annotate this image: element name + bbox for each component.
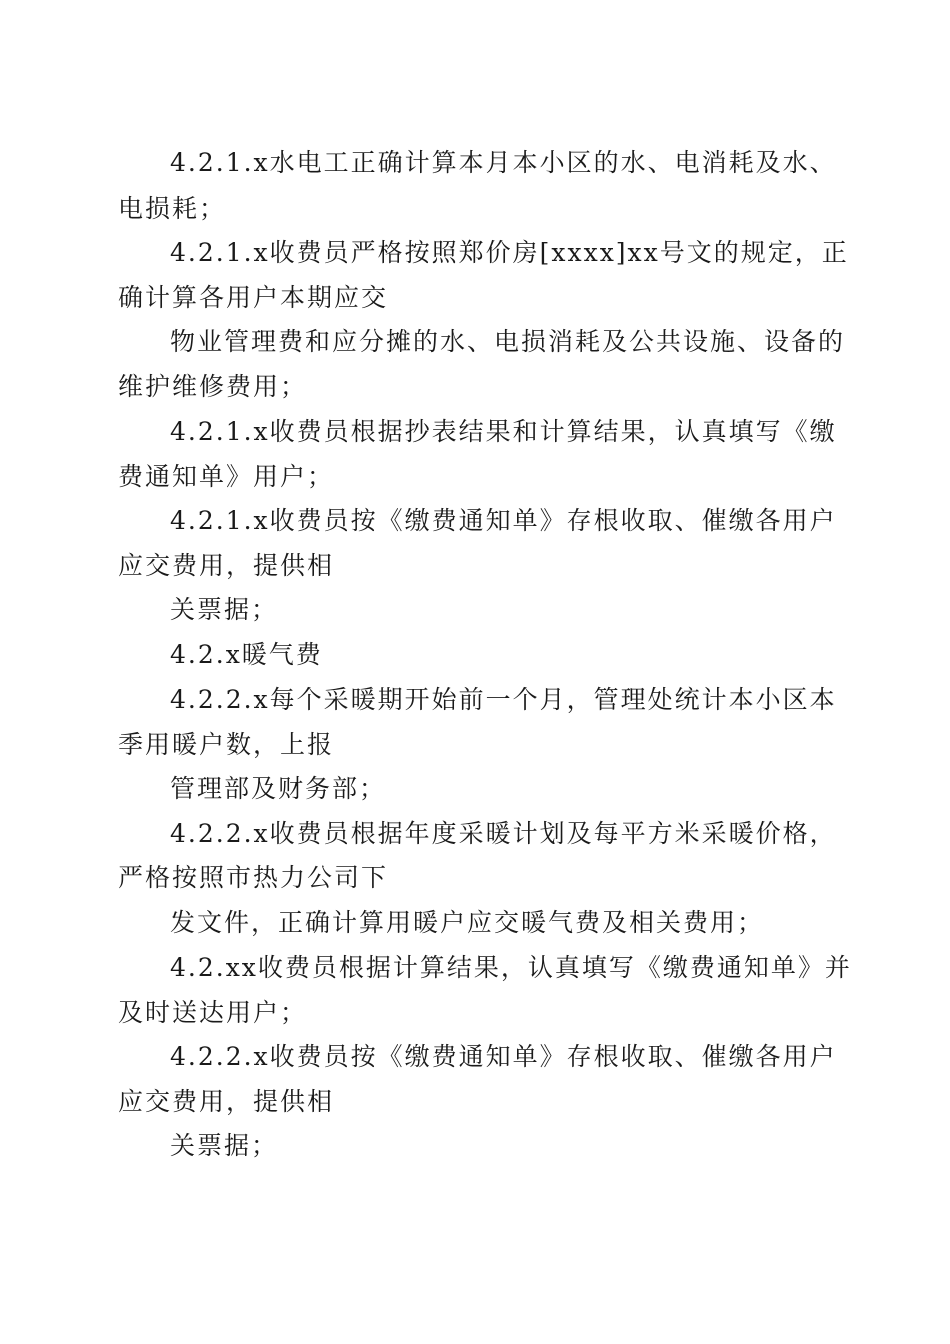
section-heading: 4.2.x暖气费 <box>170 640 323 669</box>
text-line: 及时送达用户； <box>118 998 308 1027</box>
text-line: 季用暖户数，上报 <box>118 730 335 759</box>
text-line: 关票据； <box>170 595 279 624</box>
text-line: 关票据； <box>170 1131 279 1160</box>
text-line: 维护维修费用； <box>118 372 308 401</box>
text-line: 4.2.2.x每个采暖期开始前一个月，管理处统计本小区本 <box>170 685 837 714</box>
text-line: 电损耗； <box>118 194 227 223</box>
text-line: 费通知单》用户； <box>118 462 335 491</box>
text-line: 确计算各用户本期应交 <box>118 283 389 312</box>
text-line: 应交费用，提供相 <box>118 1087 335 1116</box>
text-line: 4.2.1.x收费员严格按照郑价房[xxxx]xx号文的规定，正 <box>170 238 849 267</box>
text-line: 应交费用，提供相 <box>118 551 335 580</box>
text-line: 4.2.xx收费员根据计算结果，认真填写《缴费通知单》并 <box>170 953 852 982</box>
text-line: 4.2.1.x水电工正确计算本月本小区的水、电消耗及水、 <box>170 148 837 177</box>
text-line: 4.2.1.x收费员根据抄表结果和计算结果，认真填写《缴 <box>170 417 837 446</box>
text-line: 4.2.2.x收费员根据年度采暖计划及每平方米采暖价格， <box>170 819 837 848</box>
text-line: 严格按照市热力公司下 <box>118 863 389 892</box>
text-line: 发文件，正确计算用暖户应交暖气费及相关费用； <box>170 908 765 937</box>
text-line: 4.2.2.x收费员按《缴费通知单》存根收取、催缴各用户 <box>170 1042 837 1071</box>
text-line: 管理部及财务部； <box>170 774 387 803</box>
text-line: 4.2.1.x收费员按《缴费通知单》存根收取、催缴各用户 <box>170 506 837 535</box>
text-line: 物业管理费和应分摊的水、电损消耗及公共设施、设备的 <box>170 327 846 356</box>
